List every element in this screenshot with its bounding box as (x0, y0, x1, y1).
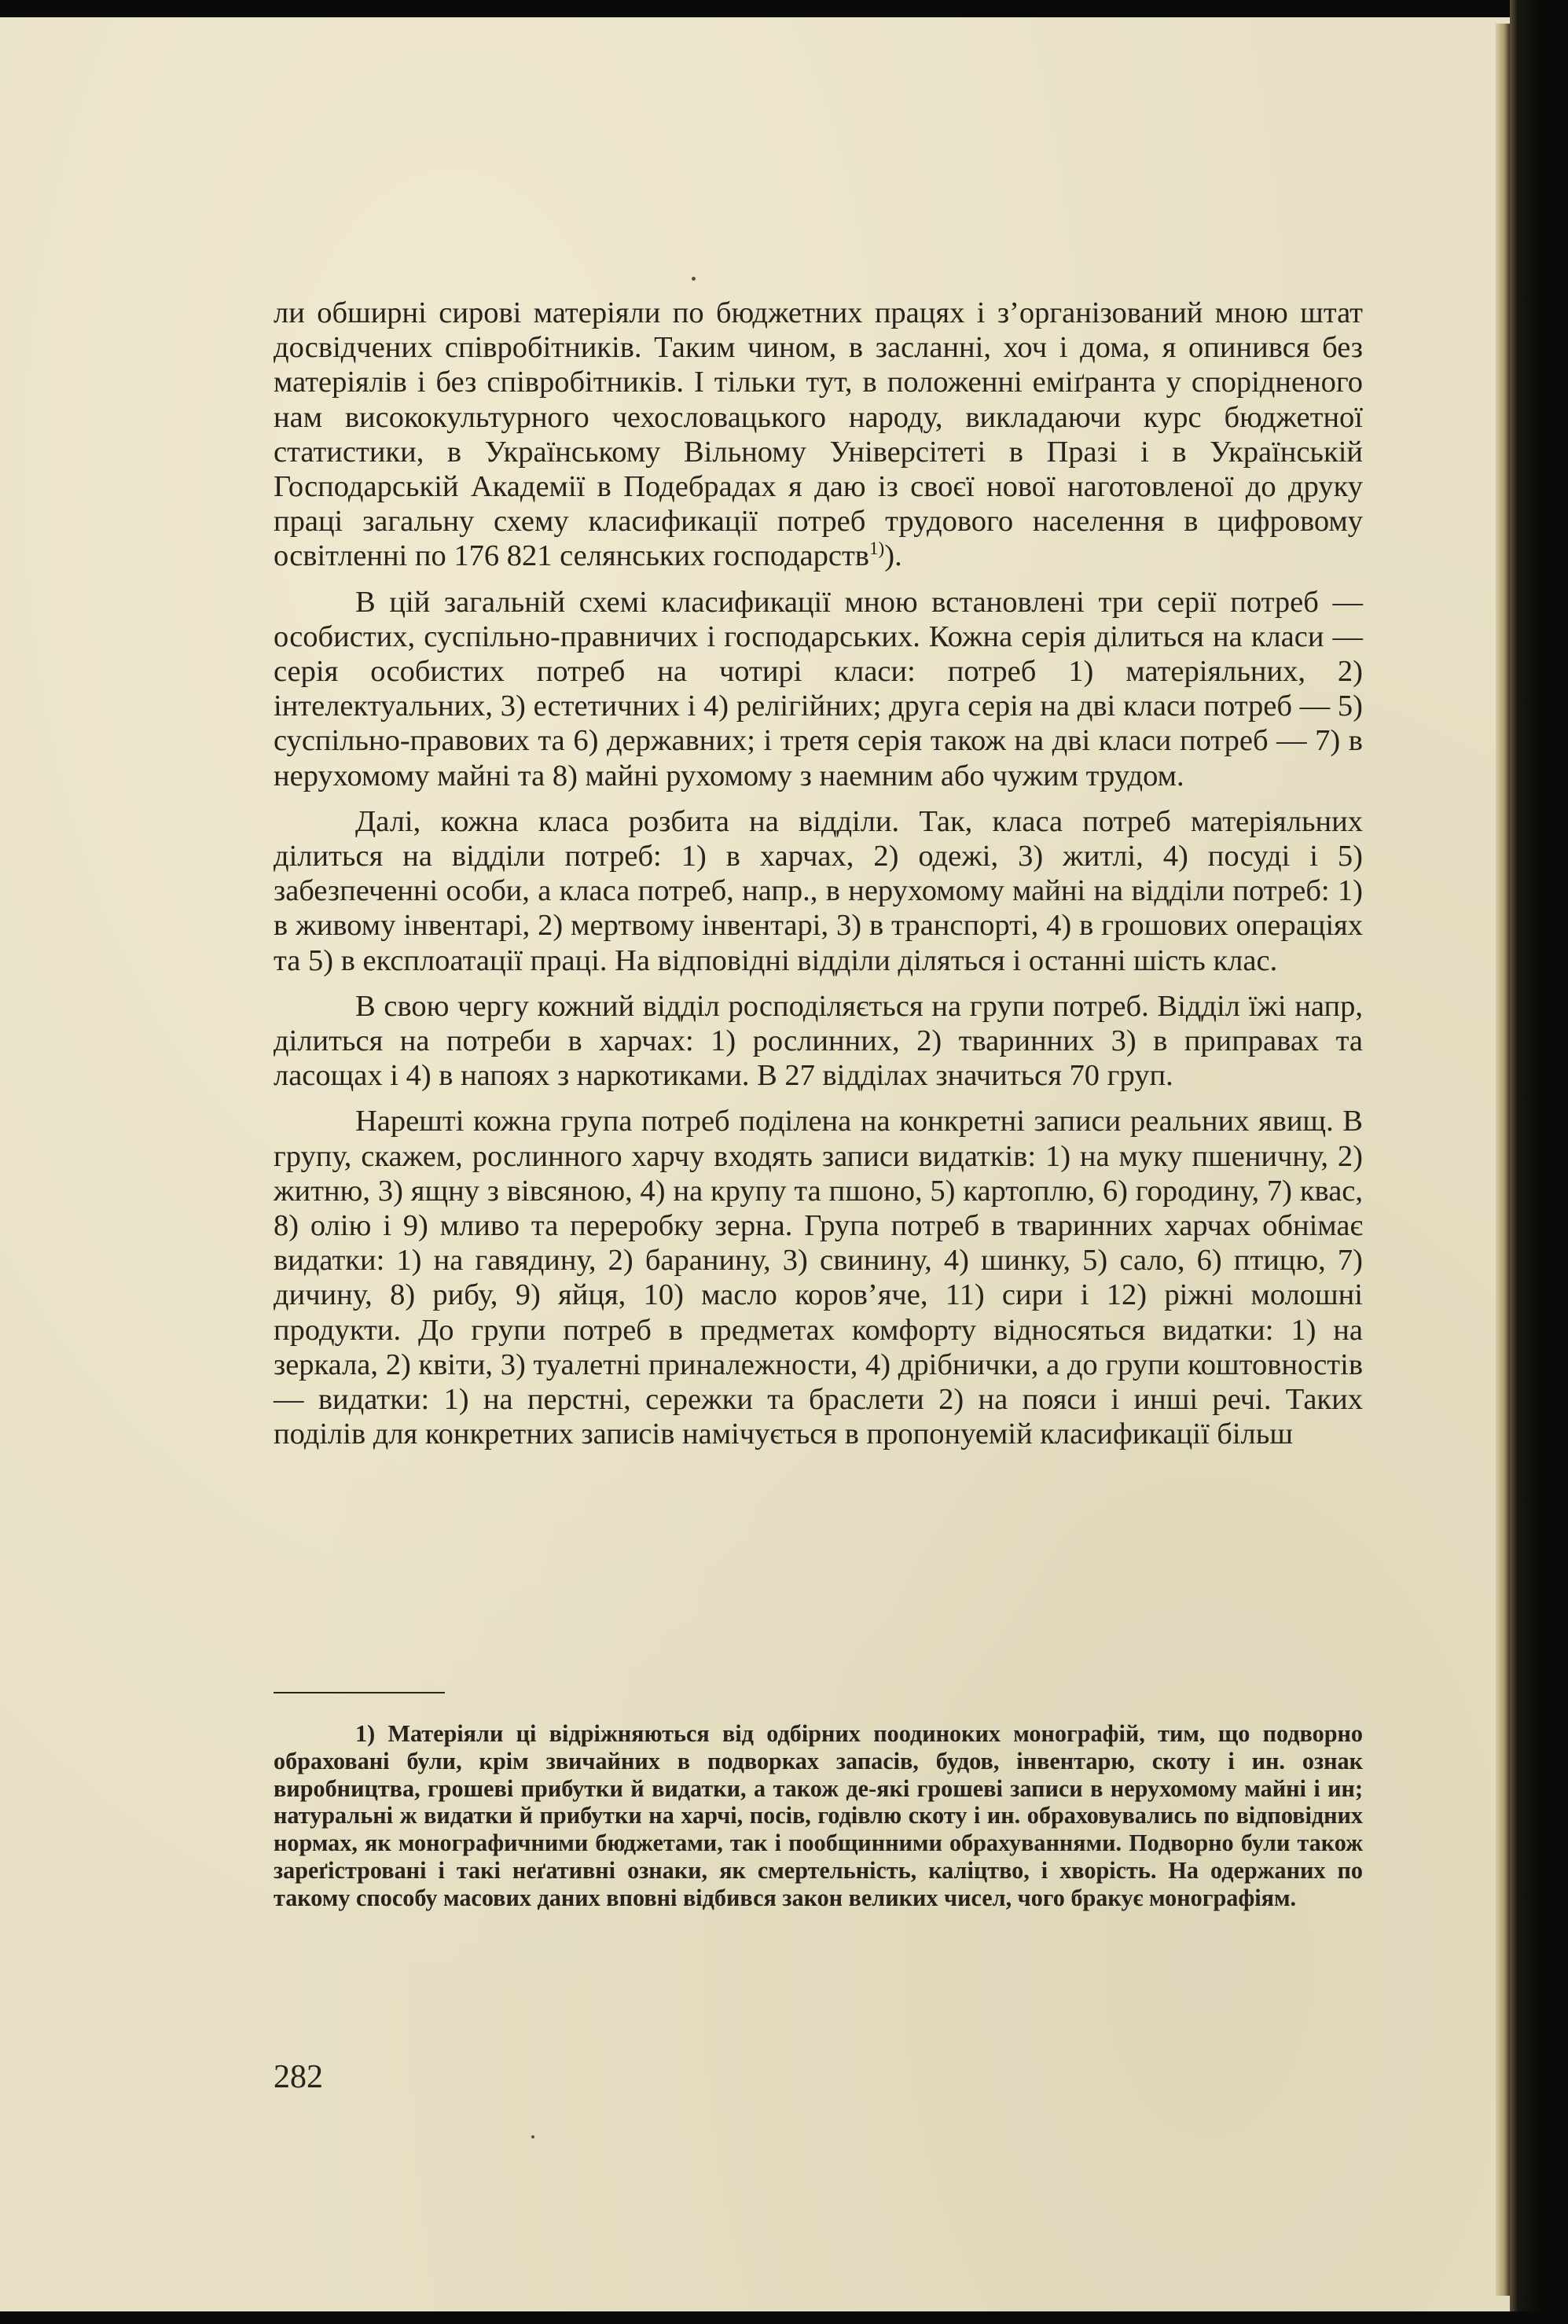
paper-speck (692, 277, 696, 281)
paragraph-5: Нарешті кожна група потреб поділена на конкретні записи реальних явищ. В групу, скажем, рослинного харчу входять записи видатків: 1) на муку пшеничну, 2) житню, 3) ящну з вівсяною, 4) на крупу та пшоно, 5) картоплю, 6) городину, 7) квас, 8) олію і 9) мливо та переробку зерна. Група потреб в тваринних харчах обнімає видатки: 1) на гавядину, 2) баранину, 3) свинину, 4) шинку, 5) сало, 6) птицю, 7) дичину, 8) рибу, 9) яйця, 10) масло коров’яче, 11) сири і 12) ріжні молошні продукти. До групи потреб в предметах комфорту відносяться видатки: 1) на зеркала, 2) квіти, 3) туалетні приналежности, 4) дрібнички, а до групи коштовностів — видатки: 1) на перстні, сережки та браслети 2) на пояси і инші речі. Таких поділів для конкретних записів намічується в пропонуемій класификації більш (274, 1105, 1363, 1451)
footnote-marker: 1) (355, 1720, 376, 1747)
book-page-edge (1496, 24, 1510, 2296)
footnote-text: Матеріяли ці відріжняються від одбірних поодиноких монографій, тим, що подворно обраховані були, крім звичайних в подворках запасів, будов, інвентарю, скоту і ин. ознак виробництва, грошеві прибутки й видатки, а також де-які грошеві записи в нерухомому майні і ин; натуральні ж видатки й прибутки на харчі, посів, годівлю скоту і ин. обраховувались по відповідних нормах, як монографичними бюджетами, так і пообщинними обрахуваннями. Подворно були також зареґістровані і такі неґативні ознаки, як смертельність, каліцтво, і хворість. На одержаних по такому способу масових даних вповні відбився закон великих чисел, чого бракує монографіям. (274, 1720, 1364, 1911)
footnote (274, 1720, 1363, 1912)
body-text (274, 296, 1363, 1463)
paragraph-2: В цій загальній схемі класификації мною встановлені три серії потреб — особистих, суспільно-правничих і господарських. Кожна серія ділиться на класи — серія особистих потреб на чотирі класи: потреб 1) матеріяльних, 2) інтелектуальних, 3) естетичних і 4) релігійних; друга серія на дві класи потреб — 5) суспільно-правових та 6) державних; і третя серія також на дві класи потреб — 7) в нерухомому майні та 8) майні рухомому з наемним або чужим трудом. (274, 585, 1363, 792)
footnote-divider (274, 1692, 445, 1693)
paragraph-3: Далі, кожна класа розбита на відділи. Так, класа потреб матеріяльних ділиться на відділи потреб: 1) в харчах, 2) одежі, 3) житлі, 4) посуді і 5) забезпеченні особи, а класа потреб, напр., в нерухомому майні на відділи потреб: 1) в живому інвентарі, 2) мертвому інвентарі, 3) в транспорті, 4) в грошових операціях та 5) в експлоатації праці. На відповідні відділи діляться і останні шість клас. (274, 804, 1363, 977)
scan-border-bottom (0, 2311, 1568, 2324)
paper-speck (531, 2135, 534, 2138)
footnote-reference: 1) (869, 538, 885, 559)
page-number: 282 (274, 2059, 323, 2095)
scan-border-top (0, 0, 1568, 17)
paragraph-4: В свою чергу кожний відділ росподіляється на групи потреб. Відділ їжі напр, ділиться на потреби в харчах: 1) рослинних, 2) тваринних 3) в приправах та ласощах і 4) в напоях з наркотиками. В 27 відділах значиться 70 груп. (274, 989, 1363, 1093)
scan-border-right (1510, 0, 1568, 2324)
paragraph-1: ли обширні сирові матеріяли по бюджетних працях і з’організований мною штат досвідчених співробітників. Таким чином, в засланні, хоч і дома, я опинився без матеріялів і без співробітників. І тільки тут, в положенні еміґранта у спорідненого нам висококультурного чехословацького народу, викладаючи курс бюджетної статистики, в Українському Вільному Універсітеті в Празі і в Українській Господарській Академії в Подебрадах я даю із своєї нової наготовленої до друку праці загальну схему класификації потреб трудового населення в цифровому освітленні по 176 821 селянських господарств$^{1)}$). (274, 296, 1363, 573)
